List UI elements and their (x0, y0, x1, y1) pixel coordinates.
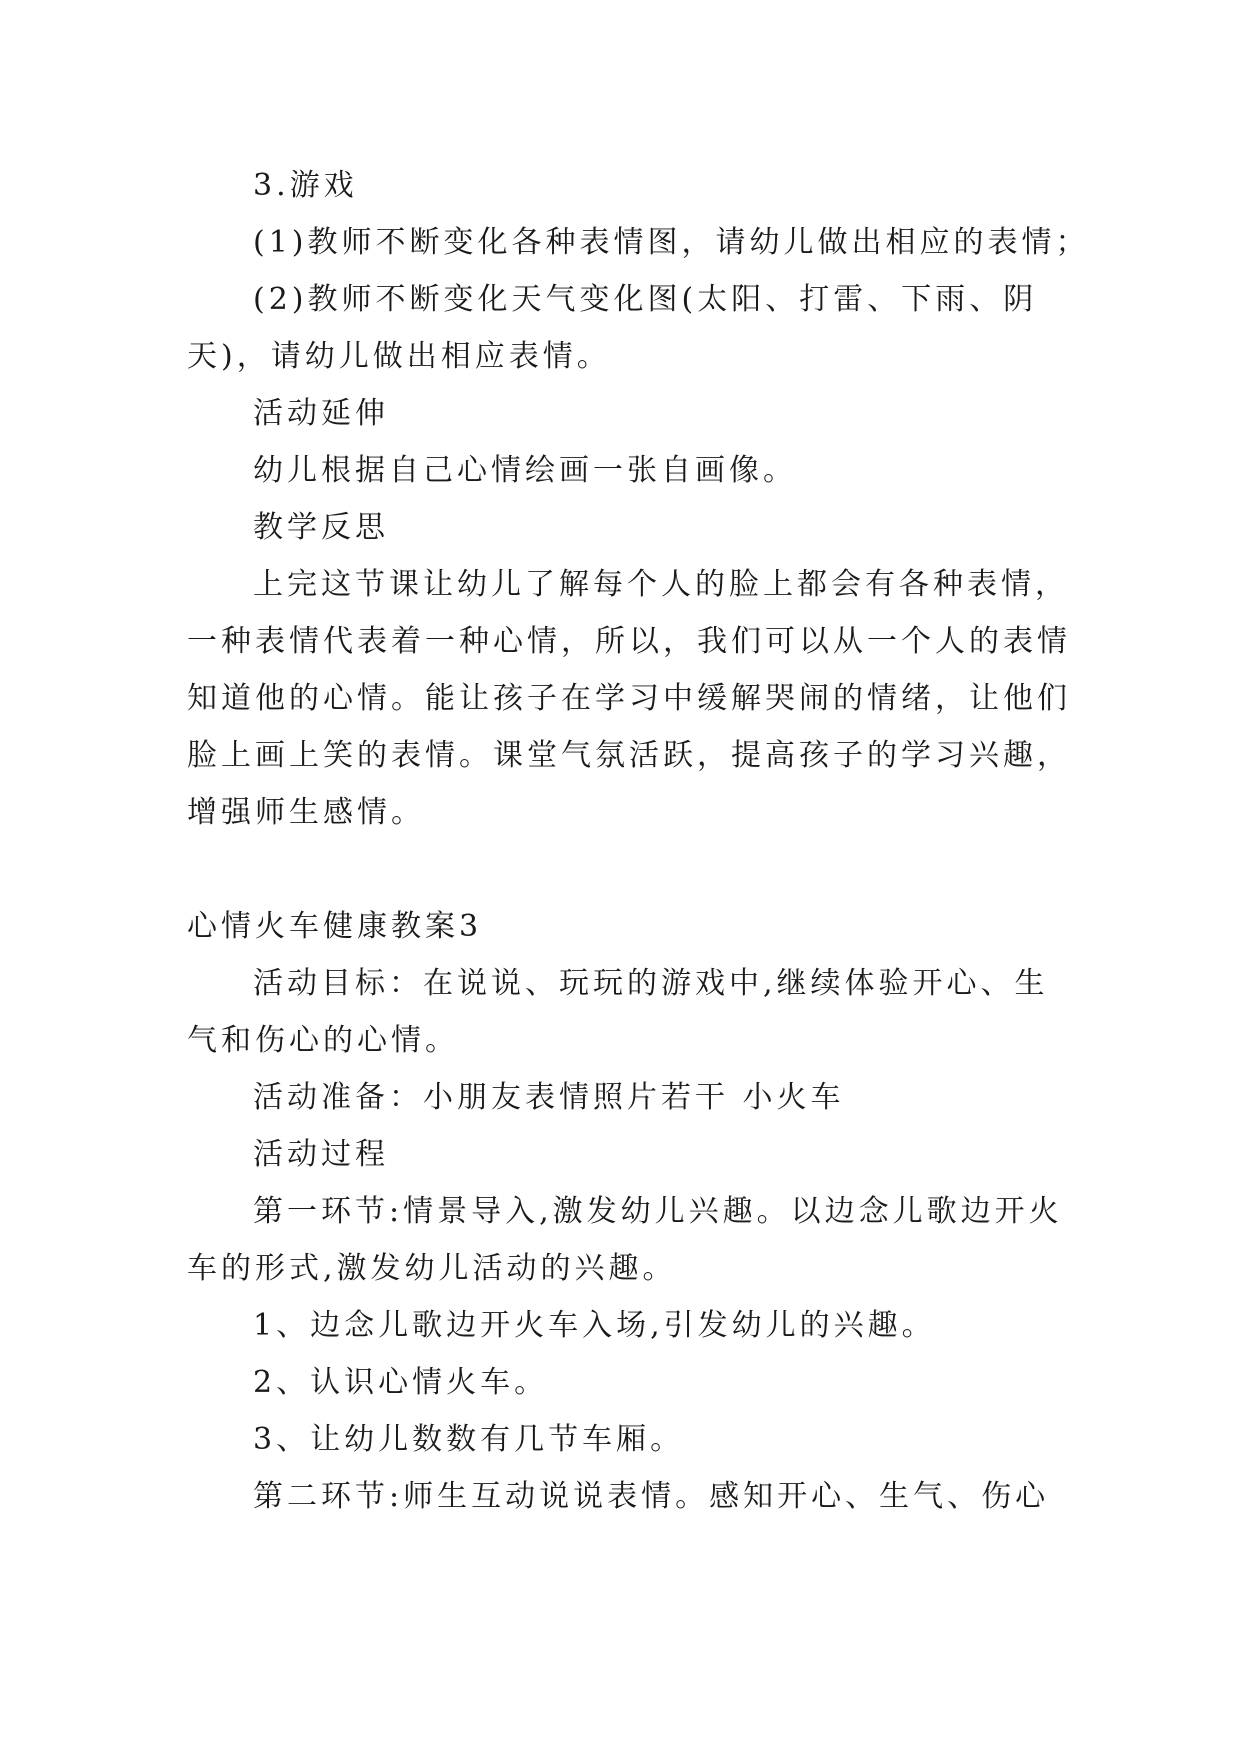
list-item: 1、边念儿歌边开火车入场,引发幼儿的兴趣。 (253, 1308, 936, 1343)
paragraph-line: 天)，请幼儿做出相应表情。 (187, 339, 611, 374)
paragraph-line: 活动目标：在说说、玩玩的游戏中,继续体验开心、生 (253, 966, 1049, 1001)
section-heading-extension: 活动延伸 (253, 396, 389, 431)
section-heading-process: 活动过程 (253, 1137, 389, 1172)
paragraph-line: 第二环节:师生互动说说表情。感知开心、生气、伤心 (253, 1479, 1050, 1514)
paragraph-line: 幼儿根据自己心情绘画一张自画像。 (253, 453, 797, 488)
paragraph-line: 脸上画上笑的表情。课堂气氛活跃，提高孩子的学习兴趣， (187, 738, 1071, 773)
list-item: 2、认识心情火车。 (253, 1365, 549, 1400)
paragraph-line: 上完这节课让幼儿了解每个人的脸上都会有各种表情， (253, 567, 1069, 602)
paragraph-line: 活动准备：小朋友表情照片若干 小火车 (253, 1080, 845, 1115)
list-item: 3、让幼儿数数有几节车厢。 (253, 1422, 685, 1457)
paragraph-line: 第一环节:情景导入,激发幼儿兴趣。以边念儿歌边开火 (253, 1194, 1063, 1229)
section-heading-reflection: 教学反思 (253, 510, 389, 545)
paragraph-line: 一种表情代表着一种心情，所以，我们可以从一个人的表情 (187, 624, 1071, 659)
paragraph-line: 知道他的心情。能让孩子在学习中缓解哭闹的情绪，让他们 (187, 681, 1071, 716)
paragraph-line: (2)教师不断变化天气变化图(太阳、打雷、下雨、阴 (253, 282, 1038, 317)
paragraph-line: 气和伤心的心情。 (187, 1023, 459, 1058)
paragraph-line: 增强师生感情。 (187, 795, 425, 830)
paragraph-line: (1)教师不断变化各种表情图，请幼儿做出相应的表情； (253, 225, 1090, 260)
document-title: 心情火车健康教案3 (187, 909, 483, 944)
section-heading-game: 3.游戏 (253, 168, 358, 203)
paragraph-line: 车的形式,激发幼儿活动的兴趣。 (187, 1251, 677, 1286)
